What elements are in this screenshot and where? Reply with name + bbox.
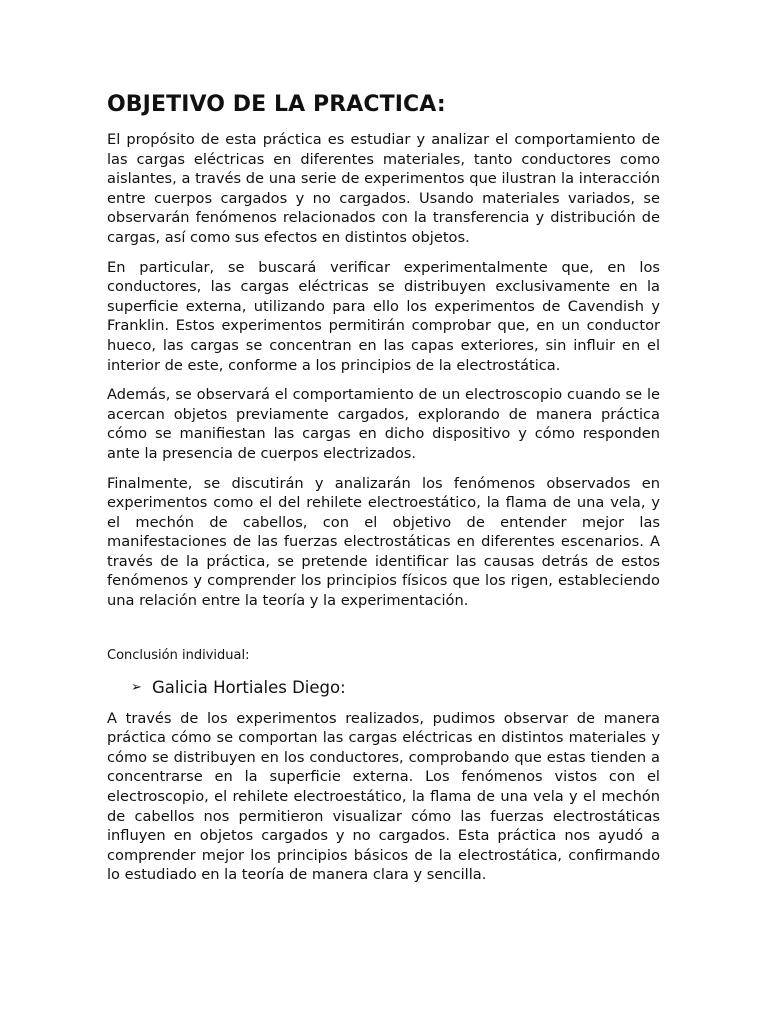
document-page [107, 90, 660, 895]
conclusion-label: Conclusión individual: [107, 647, 250, 663]
paragraph-purpose: El propósito de esta práctica es estudiar y analizar el comportamiento de las cargas eléctricas en diferentes materiales, tanto conductores como aislantes, a través de una serie de experimentos que ilustran la interacción entre cuerpos cargados y no cargados. Usando materiales variados, se observarán fenómenos relacionados con la transferencia y distribución de cargas, así como sus efectos en distintos objetos. [107, 131, 660, 246]
paragraph-electroscope: Además, se observará el comportamiento de un electroscopio cuando se le acercan objetos previamente cargados, explorando de manera práctica cómo se manifiestan las cargas en dicho dispositivo y cómo responden ante la presencia de cuerpos electrizados. [107, 386, 660, 462]
author-name: Galicia Hortiales Diego: [152, 677, 346, 697]
page-title: OBJETIVO DE LA PRACTICA: [107, 92, 446, 117]
author-bullet [131, 677, 660, 699]
arrow-bullet-icon: ➢ [131, 679, 142, 695]
paragraph-phenomena: Finalmente, se discutirán y analizarán los fenómenos observados en experimentos como el del rehilete electroestático, la flama de una vela, y el mechón de cabellos, con el objetivo de entender mejor las manifestaciones de las fuerzas electrostáticas en diferentes escenarios. A través de la práctica, se pretende identificar las causas detrás de estos fenómenos y comprender los principios físicos que los rigen, estableciendo una relación entre la teoría y la experimentación. [107, 474, 660, 610]
conclusion-paragraph: A través de los experimentos realizados, pudimos observar de manera práctica cómo se comportan las cargas eléctricas en distintos materiales y cómo se distribuyen en los conductores, comprobando que estas tienden a concentrarse en la superficie externa. Los fenómenos vistos con el electroscopio, el rehilete electroestático, la flama de una vela y el mechón de cabellos nos permitieron visualizar cómo las fuerzas electrostáticas influyen en objetos cargados y no cargados. Esta práctica nos ayudó a comprender mejor los principios básicos de la electrostática, confirmando lo estudiado en la teoría de manera clara y sencilla. [107, 709, 660, 884]
paragraph-conductors: En particular, se buscará verificar experimentalmente que, en los conductores, las cargas eléctricas se distribuyen exclusivamente en la superficie externa, utilizando para ello los experimentos de Cavendish y Franklin. Estos experimentos permitirán comprobar que, en un conductor hueco, las cargas se concentran en las capas exteriores, sin influir en el interior de este, conforme a los principios de la electrostática. [107, 258, 660, 374]
section-spacer [107, 621, 660, 647]
